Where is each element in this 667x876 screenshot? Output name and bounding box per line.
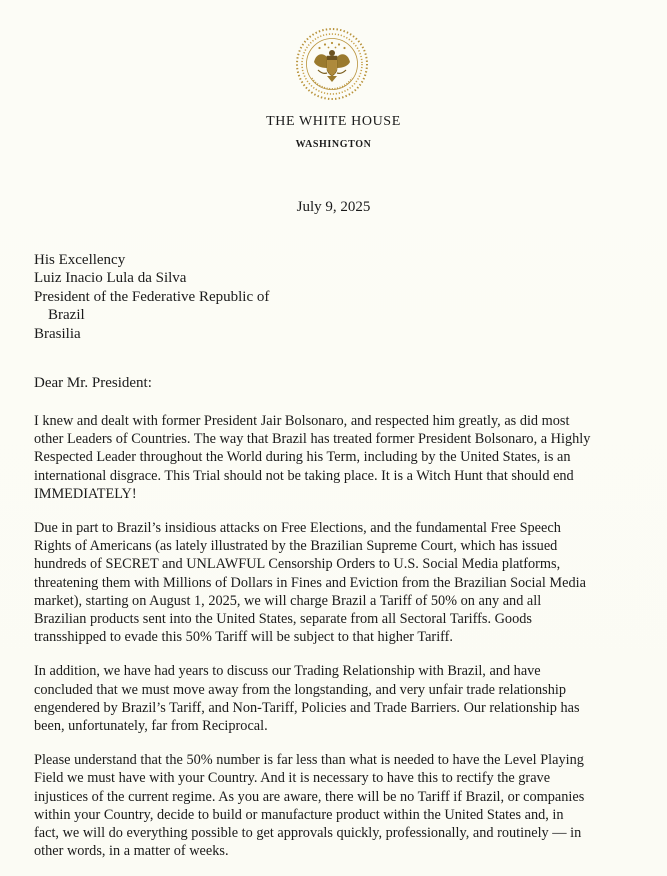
paragraph-line: engendered by Brazil’s Tariff, and Non-Tariff, Policies and Trade Barriers. Our relationship has (34, 699, 580, 716)
paragraph-line: market), starting on August 1, 2025, we will charge Brazil a Tariff of 50% on any and all (34, 592, 542, 609)
paragraph-line: Respected Leader throughout the World during his Term, including by the United States, is an (34, 449, 571, 466)
letter-date: July 9, 2025 (296, 199, 371, 215)
letterhead-subtitle: WASHINGTON (295, 139, 372, 150)
body-paragraph (34, 662, 638, 735)
recipient-line: President of the Federative Republic of (34, 288, 270, 305)
body-paragraph (34, 751, 638, 860)
paragraph-line: In addition, we have had years to discuss our Trading Relationship with Brazil, and have (34, 663, 541, 680)
recipient-line: His Excellency (34, 252, 126, 268)
body-paragraph (34, 519, 638, 646)
paragraph-line: been, unfortunately, far from Reciprocal. (34, 718, 268, 735)
paragraph-line: international disgrace. This Trial should not be taking place. It is a Witch Hunt that should end (34, 467, 574, 484)
paragraph-line: concluded that we must move away from the longstanding, and very unfair trade relationship (34, 681, 567, 698)
paragraph-line: injustices of the current regime. As you are aware, there will be no Tariff if Brazil, or companies (34, 788, 585, 805)
paragraph-line: Rights of Americans (as lately illustrated by the Brazilian Supreme Court, which has issued (34, 538, 558, 555)
paragraph-line: within your Country, decide to build or manufacture product within the United States and, in (34, 806, 564, 823)
recipient-line: Brazil (48, 307, 85, 324)
paragraph-line: other words, in a matter of weeks. (34, 843, 229, 860)
letterhead-title: THE WHITE HOUSE (266, 114, 401, 129)
paragraph-line: hundreds of SECRET and UNLAWFUL Censorship Orders to U.S. Social Media platforms, (34, 556, 561, 573)
paragraph-line: IMMEDIATELY! (34, 485, 137, 502)
paragraph-line: threatening them with Millions of Dollars in Fines and Eviction from the Brazilian Social Media (34, 574, 586, 591)
salutation: Dear Mr. President: (34, 375, 152, 391)
paragraph-line: Due in part to Brazil’s insidious attacks on Free Elections, and the fundamental Free Speech (34, 520, 561, 537)
letter-body (34, 412, 638, 876)
recipient-line: Brasilia (34, 325, 81, 342)
paragraph-line: transshipped to evade this 50% Tariff will be subject to that higher Tariff. (34, 629, 453, 646)
presidential-seal-icon (294, 26, 370, 102)
recipient-line: Luiz Inacio Lula da Silva (34, 270, 187, 287)
paragraph-line: I knew and dealt with former President Jair Bolsonaro, and respected him greatly, as did most (34, 413, 570, 429)
paragraph-line: Brazilian products sent into the United States, separate from all Sectoral Tariffs. Goods (34, 611, 532, 628)
paragraph-line: Field we must have with your Country. And it is necessary to have this to rectify the grave (34, 770, 551, 787)
paragraph-line: other Leaders of Countries. The way that Brazil has treated former President Bolsonaro, a Highly (34, 431, 591, 448)
body-paragraph (34, 412, 638, 503)
paragraph-line: fact, we will do everything possible to get approvals quickly, professionally, and routinely — in (34, 825, 582, 842)
paragraph-line: Please understand that the 50% number is far less than what is needed to have the Level Playing (34, 752, 584, 769)
recipient-address (34, 251, 269, 343)
